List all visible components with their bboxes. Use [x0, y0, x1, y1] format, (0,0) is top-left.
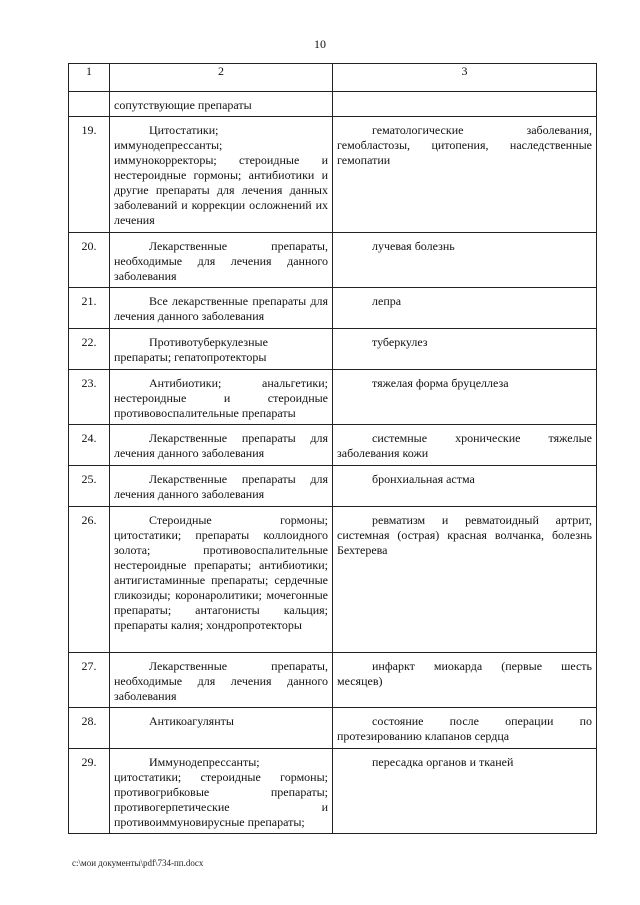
row-drugs: Лекарственные препараты, необходимые для лечения данного заболевания — [110, 653, 333, 708]
row-disease: лепра — [333, 288, 597, 329]
table-row — [69, 653, 597, 708]
table-row — [69, 708, 597, 749]
row-disease: инфаркт миокарда (первые шесть месяцев) — [333, 653, 597, 708]
row-drugs: Противотуберкулезные препараты; гепатопротекторы — [110, 329, 333, 370]
row-number: 24. — [69, 425, 110, 466]
row-number: 20. — [69, 233, 110, 288]
row-disease: гематологические заболевания, гемобластозы, цитопения, наследственные гемопатии — [333, 117, 597, 233]
row-disease: лучевая болезнь — [333, 233, 597, 288]
row-disease: системные хронические тяжелые заболевания кожи — [333, 425, 597, 466]
table-row — [69, 329, 597, 370]
header-cell-2: 2 — [110, 64, 333, 92]
row-number: 22. — [69, 329, 110, 370]
row-drugs: Лекарственные препараты для лечения данного заболевания — [110, 466, 333, 507]
row-disease: ревматизм и ревматоидный артрит, системная (острая) красная волчанка, болезнь Бехтерева — [333, 507, 597, 653]
row-drugs: Иммунодепрессанты; цитостатики; стероидные гормоны; противогрибковые препараты; противогерпетические и противоиммуновирусные препараты; — [110, 749, 333, 834]
continuation-drugs: сопутствующие препараты — [110, 92, 333, 117]
row-number: 21. — [69, 288, 110, 329]
table-row — [69, 233, 597, 288]
row-number: 29. — [69, 749, 110, 834]
table-row — [69, 466, 597, 507]
row-number: 25. — [69, 466, 110, 507]
row-drugs: Лекарственные препараты, необходимые для лечения данного заболевания — [110, 233, 333, 288]
continuation-row — [69, 92, 597, 117]
row-drugs: Все лекарственные препараты для лечения данного заболевания — [110, 288, 333, 329]
row-drugs: Антикоагулянты — [110, 708, 333, 749]
table-row — [69, 117, 597, 233]
header-cell-1: 1 — [69, 64, 110, 92]
row-number: 19. — [69, 117, 110, 233]
continuation-num — [69, 92, 110, 117]
row-drugs: Цитостатики; иммунодепрессанты; иммунокорректоры; стероидные и нестероидные гормоны; антибиотики и другие препараты для лечения данных заболеваний и коррекции осложнений их лечения — [110, 117, 333, 233]
row-number: 26. — [69, 507, 110, 653]
row-disease: состояние после операции по протезированию клапанов сердца — [333, 708, 597, 749]
row-drugs: Стероидные гормоны; цитостатики; препараты коллоидного золота; противовоспалительные нестероидные препараты; антибиотики; антигистаминные препараты; сердечные гликозиды; коронаролитики; мочегонные препараты; антагонисты кальция; препараты калия; хондропротекторы — [110, 507, 333, 653]
table-row — [69, 288, 597, 329]
drug-disease-table — [68, 63, 597, 834]
row-drugs: Лекарственные препараты для лечения данного заболевания — [110, 425, 333, 466]
table-row — [69, 425, 597, 466]
row-drugs: Антибиотики; анальгетики; нестероидные и стероидные противовоспалительные препараты — [110, 370, 333, 425]
row-disease: пересадка органов и тканей — [333, 749, 597, 834]
row-number: 27. — [69, 653, 110, 708]
row-disease: бронхиальная астма — [333, 466, 597, 507]
row-disease: туберкулез — [333, 329, 597, 370]
table-row — [69, 507, 597, 653]
page-number: 10 — [314, 37, 326, 51]
file-path-footer: c:\мои документы\pdf\734-пп.docx — [72, 858, 204, 868]
table-row — [69, 370, 597, 425]
continuation-disease — [333, 92, 597, 117]
row-number: 28. — [69, 708, 110, 749]
table-row — [69, 749, 597, 834]
row-disease: тяжелая форма бруцеллеза — [333, 370, 597, 425]
header-cell-3: 3 — [333, 64, 597, 92]
table-header-row — [69, 64, 597, 92]
row-number: 23. — [69, 370, 110, 425]
